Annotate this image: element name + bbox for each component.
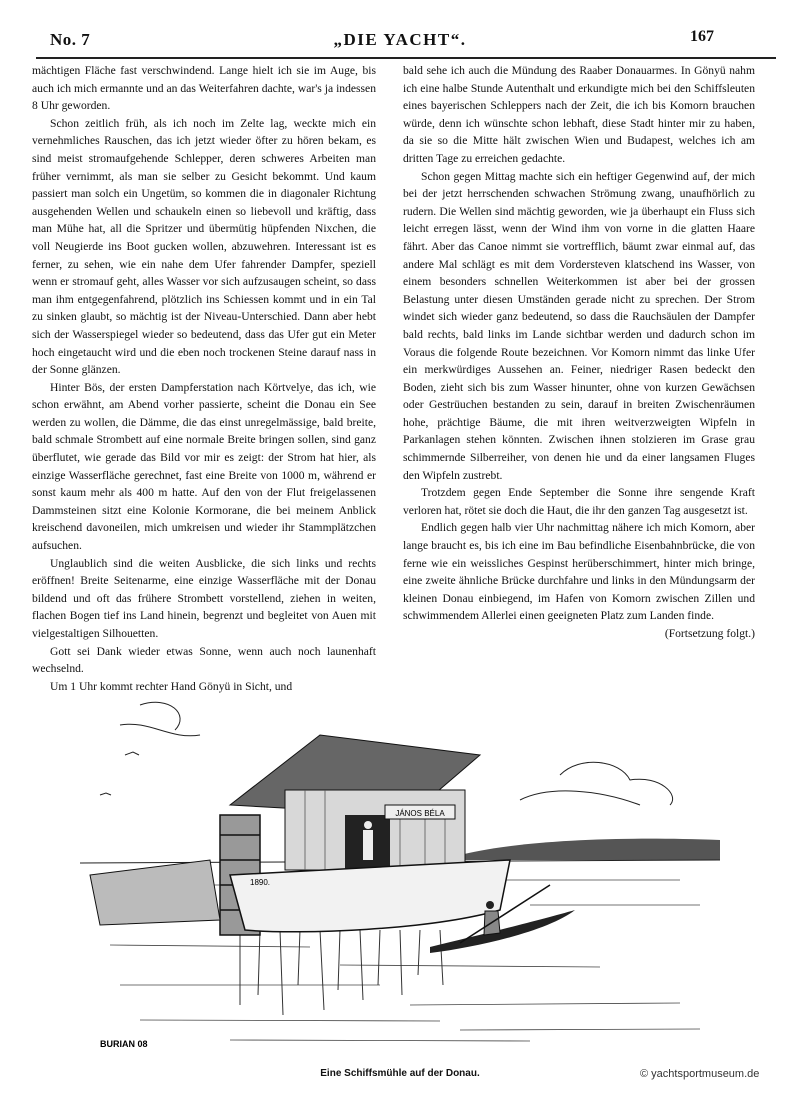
left-column bbox=[32, 62, 376, 695]
page-number: 167 bbox=[690, 28, 714, 45]
watermark: © yachtsportmuseum.de bbox=[640, 1068, 760, 1080]
paragraph: mächtigen Fläche fast verschwindend. Lange hielt ich sie im Auge, bis auch ich mich ermannte und an das Weiterfahren dachte, war's ja indessen 8 Uhr geworden. bbox=[32, 64, 376, 113]
door-sign: JÁNOS BÉLA bbox=[395, 809, 445, 818]
paragraph: Trotzdem gegen Ende September die Sonne ihre sengende Kraft verloren hat, rötet sie doch die Haut, die ihr den ganzen Tag ausgesetzt ist. bbox=[403, 486, 755, 517]
journal-title: „DIE YACHT“. bbox=[333, 30, 467, 49]
artist-signature: BURIAN 08 bbox=[100, 1039, 148, 1049]
paragraph: Schon zeitlich früh, als ich noch im Zelte lag, weckte mich ein vernehmliches Rauschen, das ich jetzt wieder öfter zu hören bekam, es sind meist stromaufgehende Schlepper, deren schweres Arbeiten man früher vernimmt, als man sie selber zu Gesicht bekommt. Und kaum passiert man solch ein Ungetüm, so kommen die in diagonaler Richtung ausgehenden Wellen und schaukeln einen so liebevoll und kräftig, dass man Mühe hat, all die Spritzer und übermütig hüpfenden Nixchen, die voll Neugierde ins Boot gucken wollen, abzuwehren. Interessant ist es ferner, zu sehen, wie ein nahe dem Ufer fahrender Dampfer, speziell wenn er stromauf geht, alles Wasser vor sich aufzusaugen scheint, so dass man ihm entgegenfahrend, plötzlich ins Schiessen kommt und in ein Tal zu sinken glaubt, so mächtig ist der Niveau-Unterschied. Dann aber hebt sich der Wasserspiegel wieder so bedeutend, dass das Ufer gut ein Meter hoch eingetaucht wird und die eben noch trockenen Steine darauf nass in der Sonne glänzen. bbox=[32, 116, 376, 377]
right-column bbox=[403, 62, 755, 643]
page-header bbox=[0, 0, 800, 60]
paragraph: Unglaublich sind die weiten Ausblicke, die sich links und rechts eröffnen! Breite Seitenarme, eine einzige Wasserfläche mit der Donau bildend und oft das frühere Strombett vorstellend, ziehen in weiten, flachen Bogen tief ins Land hinein, begrenzt und begleitet von Auen mit vielgestaltigen Silhouetten. bbox=[32, 556, 376, 640]
paragraph: Hinter Bös, der ersten Dampferstation nach Körtvelye, das ich, wie schon erwähnt, am Abend vorher passierte, scheint die Donau ein See werden zu wollen, die Dämme, die das einst unregelmässige, bald breite, bald schmale Strombett auf eine normale Breite bringen sollen, sind ganz überflutet, wie gerade das Bild vor mir es zeigt: der Strom hat hier, als einzige Wasserfläche gerechnet, fast eine Breite von 1000 m, während er sonst kaum mehr als 400 m hatte. Auf den von der Flut freigelassenen Dammsteinen sitzt eine Kolonie Kormorane, die bei meinem Anblick kreischend davoneilen, mich umkreisen und wieder ihr Stammplätzchen aufsuchen. bbox=[32, 380, 376, 553]
continuation-note: (Fortsetzung folgt.) bbox=[664, 627, 755, 640]
paragraph: Gott sei Dank wieder etwas Sonne, wenn auch noch launenhaft wechselnd. bbox=[32, 644, 376, 676]
hull-year: 1890. bbox=[250, 878, 271, 887]
reflection-strokes bbox=[240, 930, 443, 1015]
paragraph-text: Endlich gegen halb vier Uhr nachmittag nähere ich mich Komorn, aber lange braucht es, bis ich eine im Bau befindliche Eisenbahnbrücke, die von ferne wie ein weissliches Gespinst herüberschimmert, hinter mich bringe, eine zweite ähnliche Brücke durchfahre und links in den Mündungsarm der kleinen Donau einbiegend, im Hafen von Komorn zwischen Zillen und schwimmendem Allerlei einen geeigneten Platz zum Landen finde. bbox=[403, 521, 755, 623]
paddler-head bbox=[486, 901, 494, 909]
paragraph: Schon gegen Mittag machte sich ein heftiger Gegenwind auf, der mich bei der jetzt herrschenden schwachen Strömung zwang, unaufhörlich zu rudern. Die Wellen sind mächtig geworden, wie ja überhaupt ein Fluss sich leicht erregen lässt, wenn der Wind ihm von vorne in die glatten Haare fährt. Aber das Canoe nimmt sie vortrefflich, bäumt zwar einmal auf, das andere Mal schlägt es mit dem Vordersteven klatschend ins Wasser, von einem besonders schnellen Weiterkommen ist aber bei der grossen Belastung unter diesen Umständen gerade nicht zu sprechen. Der Strom windet sich wieder ganz bedeutend, so dass die Rauchsäulen der Dampfer bald rechts, bald links im Lande sichtbar werden und dadurch schon im Voraus die folgende Route bezeichnen. Vor Komorn nimmt das linke Ufer ein merkwürdiges Aussehen an. Feiner, niedriger Rasen bedeckt den Boden, zieht sich bis zum Wasser hinunter, ohne von kurzen Gewächsen oder Gestrüuchen bestanden zu sein, darauf in breiten Zwischenräumen hohe, prächtige Bäume, die mit ihren weitverzweigten Wipfeln in Parkanlagen stehen könnten. Zwischen ihnen stolzieren im Grase grau schimmernde Silberreiher, von denen hie und da einer langsamen Fluges den Wipfeln zustrebt. bbox=[403, 169, 755, 482]
figure-caption: Eine Schiffsmühle auf der Donau. bbox=[320, 1068, 480, 1079]
tree-line bbox=[460, 839, 720, 860]
figure-body bbox=[363, 830, 373, 860]
ship-mill-drawing bbox=[80, 685, 720, 1063]
paragraph bbox=[403, 519, 755, 640]
header-rule bbox=[36, 57, 776, 59]
paragraph: bald sehe ich auch die Mündung des Raaber Donauarmes. In Gönyü nahm ich eine halbe Stunde Autenthalt und erkundigte mich bei den Schiffsleuten eines bayerischen Schleppers nach der Zeit, die ich bis Komorn brauchen würde, denn ich wünschte schon lebhaft, diese Stadt hinter mir zu haben, da sie so die Mitte hält zwischen Wien und Budapest, welches ich am dritten Tage zu erreichen gedachte. bbox=[403, 64, 755, 165]
issue-number: No. 7 bbox=[50, 30, 91, 49]
left-pontoon bbox=[90, 860, 220, 925]
ship-hull bbox=[230, 860, 510, 932]
paragraph: Um 1 Uhr kommt rechter Hand Gönyü in Sicht, und bbox=[50, 679, 293, 693]
illustration-ship-mill bbox=[80, 685, 720, 1063]
figure-head bbox=[364, 821, 372, 829]
